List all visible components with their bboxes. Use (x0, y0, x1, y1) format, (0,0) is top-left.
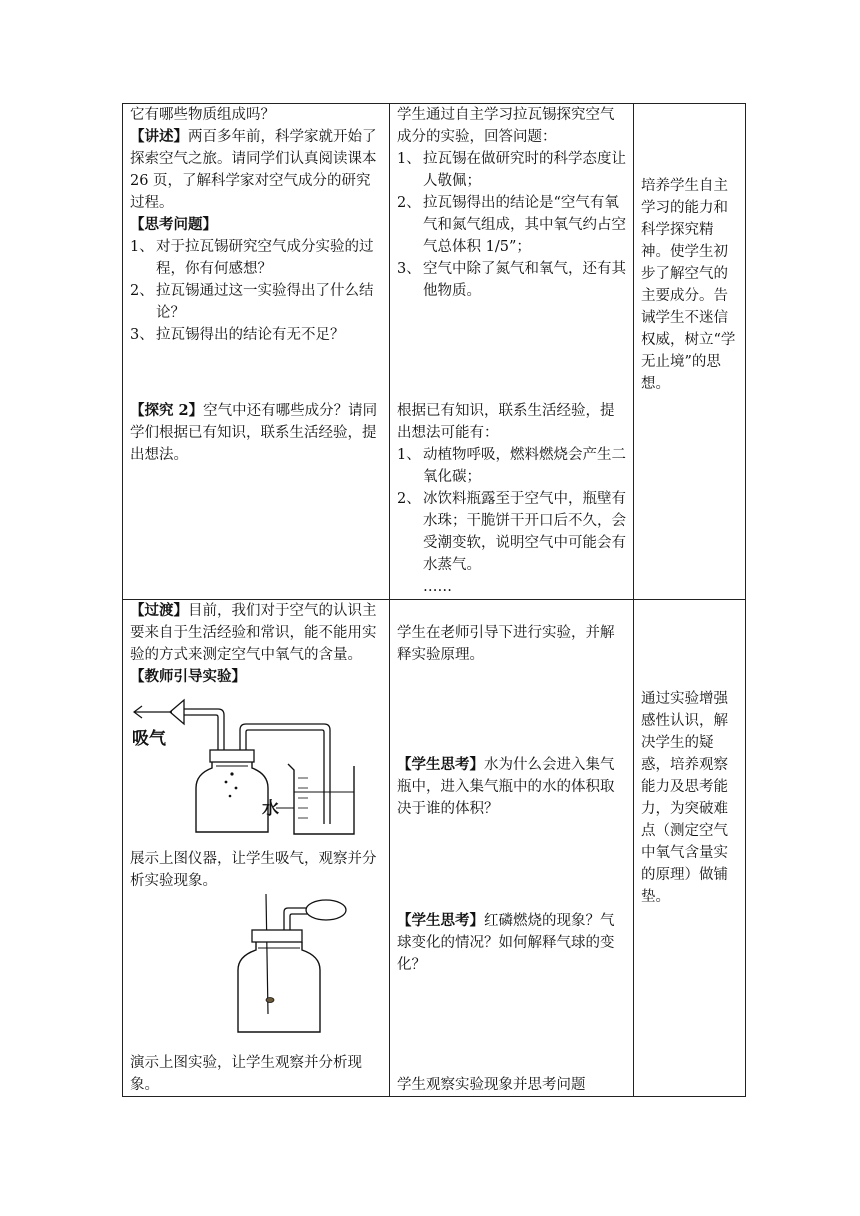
think1-block (390, 754, 633, 820)
after-fig1-text: 展示上图仪器，让学生吸气，观察并分析实验现象。 (130, 851, 377, 889)
goal-cell (634, 600, 746, 1097)
list-item (390, 488, 633, 576)
explore-tag: 【探究 2】 (130, 402, 204, 419)
guide-heading (123, 666, 389, 688)
item-text: 对于拉瓦锡研究空气成分实验的过程，你有何感想？ (156, 239, 374, 277)
lecture-text: 两百多年前，科学家就开始了探索空气之旅。请同学们认真阅读课本 26 页，了解科学家对空气成分的研究过程。 (130, 129, 377, 211)
water-label: 水 (262, 799, 279, 819)
teacher-activity-cell (123, 600, 390, 1097)
think1-tag: 【学生思考】 (397, 756, 484, 773)
teacher-activity-cell (123, 104, 390, 600)
after-fig2-text: 演示上图实验，让学生观察并分析现象。 (130, 1055, 362, 1093)
table-row (123, 600, 746, 1097)
item-number: 1、 (397, 447, 421, 463)
item-text: 动植物呼吸，燃料燃烧会产生二氧化碳； (423, 447, 626, 485)
list-item (390, 444, 633, 488)
think2-block (390, 910, 633, 976)
suck-label: 吸气 (132, 729, 166, 749)
list-item (390, 258, 633, 302)
student-line1: 学生在老师引导下进行实验，并解释实验原理。 (397, 625, 615, 663)
ellipsis: …… (423, 579, 452, 595)
after-fig1-block (123, 848, 389, 892)
transition-tag: 【过渡】 (130, 602, 188, 619)
item-text: 拉瓦锡在做研究时的科学态度让人敬佩； (423, 151, 626, 189)
transition-text: 目前，我们对于空气的认识主要来自于生活经验和常识，能不能用实验的方式来测定空气中氧气的含量。 (130, 603, 377, 663)
think1-text: 水为什么会进入集气瓶中，进入集气瓶中的水的体积取决于谁的体积？ (397, 757, 615, 817)
item-number: 1、 (397, 151, 421, 167)
suction-apparatus-figure (128, 692, 378, 842)
item-text: 拉瓦锡通过这一实验得出了什么结论？ (156, 283, 374, 321)
student-last-line: 学生观察实验现象并思考问题 (397, 1077, 586, 1093)
explore-paragraph (123, 400, 389, 466)
lecture-tag: 【讲述】 (130, 128, 188, 145)
list-item (123, 324, 389, 346)
table-row (123, 104, 746, 600)
goal-cell (634, 104, 746, 600)
list-item (123, 280, 389, 324)
guide-tag: 【教师引导实验】 (130, 668, 246, 685)
list-item (390, 148, 633, 192)
item-text: 空气中除了氮气和氧气，还有其他物质。 (423, 261, 626, 299)
think2-paragraph (390, 910, 633, 976)
student-line1-block (390, 622, 633, 666)
text-line: 它有哪些物质组成吗？ (130, 107, 275, 123)
item-number: 1、 (130, 239, 154, 255)
goal-text: 培养学生自主学习的能力和科学探究精神。使学生初步了解空气的主要成分。告诫学生不迷信权威，树立“学无止境”的思想。 (641, 178, 736, 392)
item-number: 2、 (397, 491, 421, 507)
ideas-intro: 根据已有知识，联系生活经验，提出想法可能有： (397, 403, 615, 441)
item-text: 拉瓦锡得出的结论有无不足？ (156, 327, 345, 343)
list-item (390, 192, 633, 258)
goal-text: 通过实验增强感性认识，解决学生的疑惑，培养观察能力及思考能力，为突破难点（测定空气中氧气含量实的原理）做铺垫。 (641, 691, 728, 905)
item-number: 3、 (130, 327, 154, 343)
item-number: 2、 (397, 195, 421, 211)
student-last-block (390, 1074, 633, 1096)
lecture-paragraph (123, 126, 389, 214)
lesson-plan-table (122, 103, 746, 1097)
list-item (123, 236, 389, 280)
think2-tag: 【学生思考】 (397, 912, 484, 929)
item-text: 拉瓦锡得出的结论是“空气有氧气和氮气组成，其中氧气约占空气总体积 1/5”； (423, 195, 626, 255)
explore-block (123, 400, 389, 466)
think1-paragraph (390, 754, 633, 820)
transition-paragraph (123, 600, 389, 666)
questions-heading (123, 214, 389, 236)
student-activity-cell (390, 104, 634, 600)
ideas-block (390, 400, 633, 598)
student-activity-cell (390, 600, 634, 1097)
think2-text: 红磷燃烧的现象？气球变化的情况？如何解释气球的变化？ (397, 913, 615, 973)
item-number: 3、 (397, 261, 421, 277)
item-number: 2、 (130, 283, 154, 299)
phosphorus-balloon-figure (228, 894, 388, 1054)
after-fig2-block (123, 1052, 389, 1096)
student-intro: 学生通过自主学习拉瓦锡探究空气成分的实验，回答问题： (397, 107, 615, 145)
questions-tag: 【思考问题】 (130, 216, 217, 233)
explore-text: 空气中还有哪些成分？请同学们根据已有知识，联系生活经验，提出想法。 (130, 403, 378, 463)
item-text: 冰饮料瓶露至于空气中，瓶壁有水珠；干脆饼干开口后不久，会受潮变软，说明空气中可能会有水蒸气。 (423, 491, 626, 573)
